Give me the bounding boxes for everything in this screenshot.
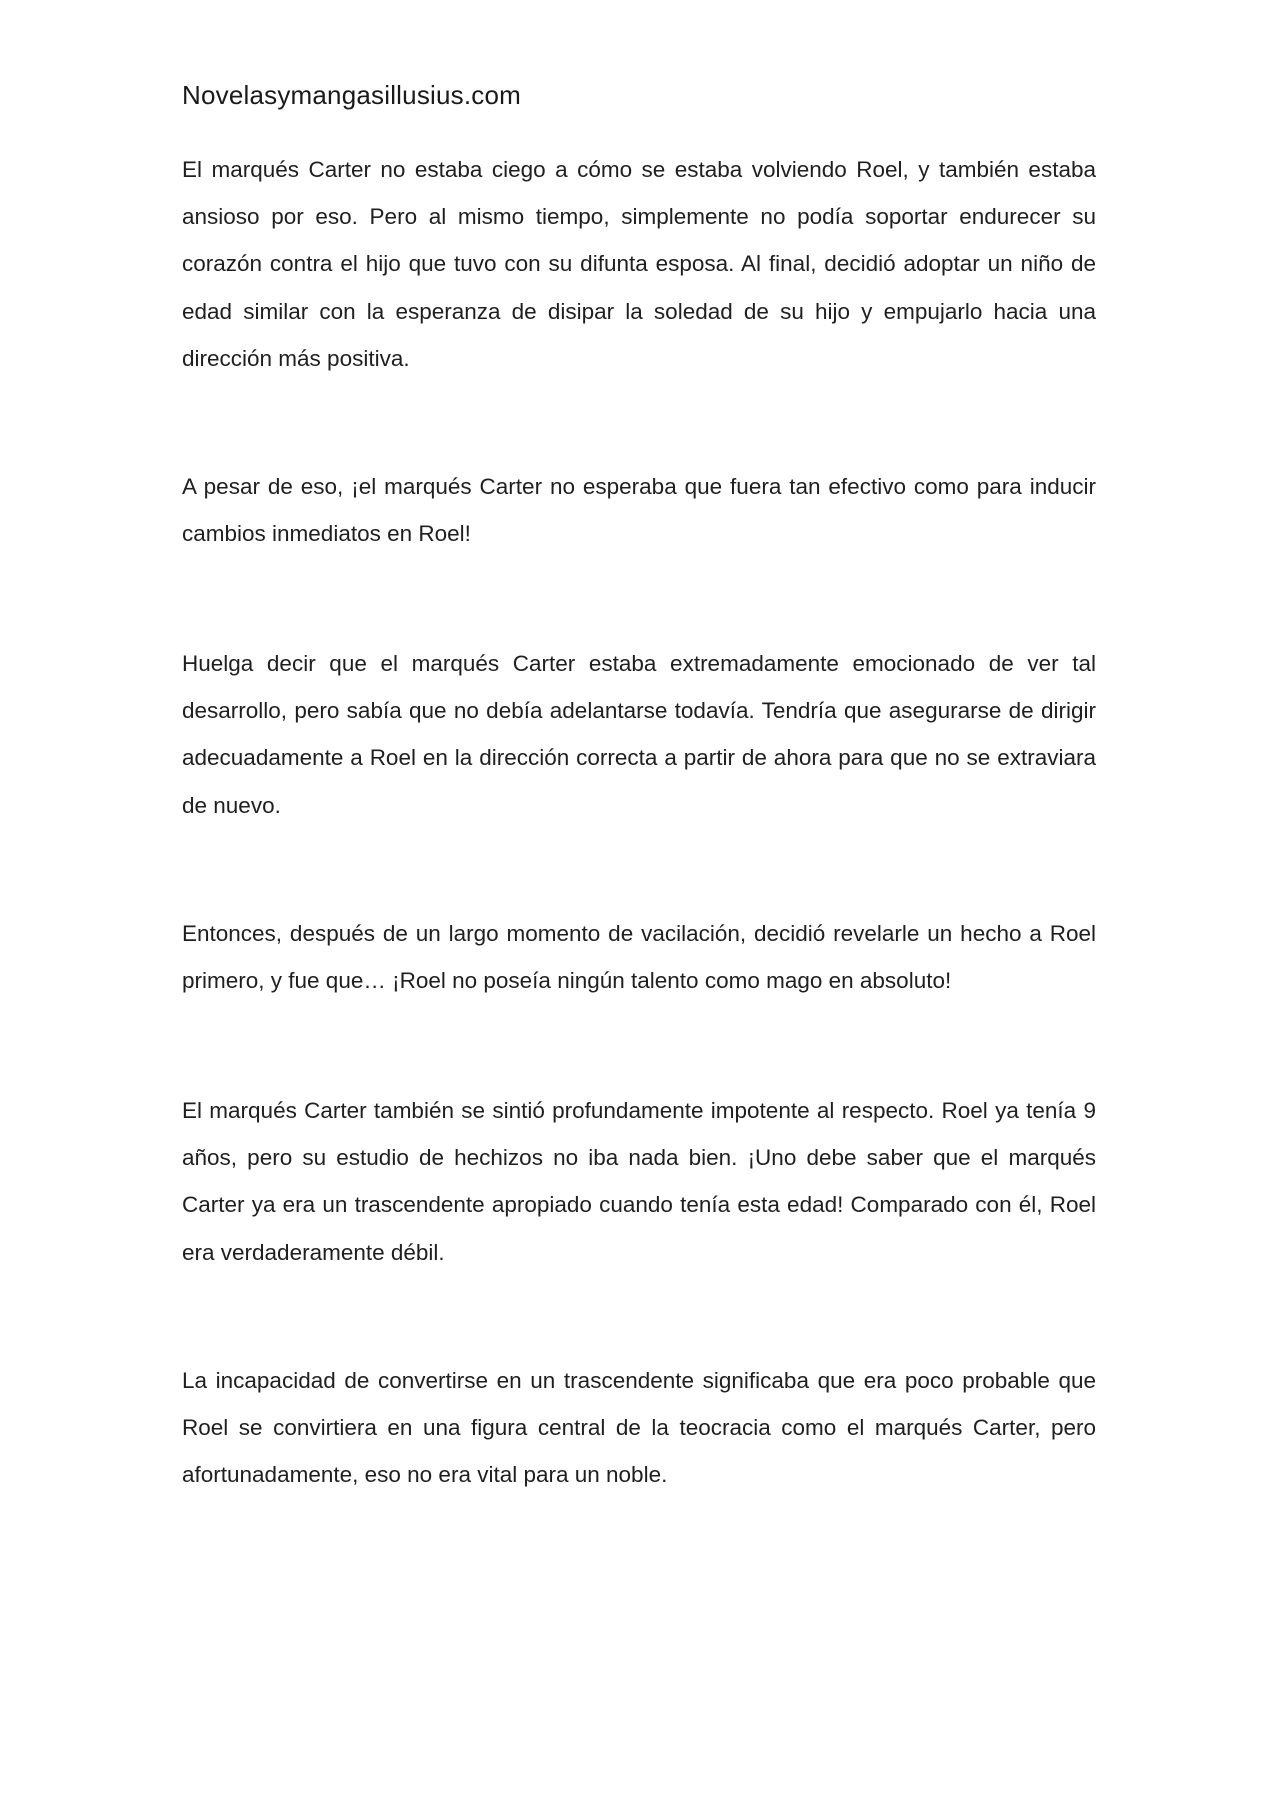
paragraph: Huelga decir que el marqués Carter estaba extremadamente emocionado de ver tal desarrollo, pero sabía que no debía adelantarse todavía. Tendría que asegurarse de dirigir adecuadamente a Roel en la dirección correcta a partir de ahora para que no se extraviara de nuevo. bbox=[182, 651, 1096, 818]
paragraph: El marqués Carter también se sintió profundamente impotente al respecto. Roel ya tenía 9 años, pero su estudio de hechizos no iba nada bien. ¡Uno debe saber que el marqués Carter ya era un trascendente apropiado cuando tenía esta edad! Comparado con él, Roel era verdaderamente débil. bbox=[182, 1098, 1096, 1265]
paragraph: La incapacidad de convertirse en un trascendente significaba que era poco probable que Roel se convirtiera en una figura central de la teocracia como el marqués Carter, pero afortunadamente, eso no era vital para un noble. bbox=[182, 1368, 1096, 1488]
paragraph: A pesar de eso, ¡el marqués Carter no esperaba que fuera tan efectivo como para inducir cambios inmediatos en Roel! bbox=[182, 474, 1096, 547]
site-header: Novelasymangasillusius.com bbox=[182, 80, 521, 110]
paragraph: El marqués Carter no estaba ciego a cómo se estaba volviendo Roel, y también estaba ansioso por eso. Pero al mismo tiempo, simplemente no podía soportar endurecer su corazón contra el hijo que tuvo con su difunta esposa. Al final, decidió adoptar un niño de edad similar con la esperanza de disipar la soledad de su hijo y empujarlo hacia una dirección más positiva. bbox=[182, 157, 1096, 371]
paragraph: Entonces, después de un largo momento de vacilación, decidió revelarle un hecho a Roel primero, y fue que… ¡Roel no poseía ningún talento como mago en absoluto! bbox=[182, 921, 1096, 994]
